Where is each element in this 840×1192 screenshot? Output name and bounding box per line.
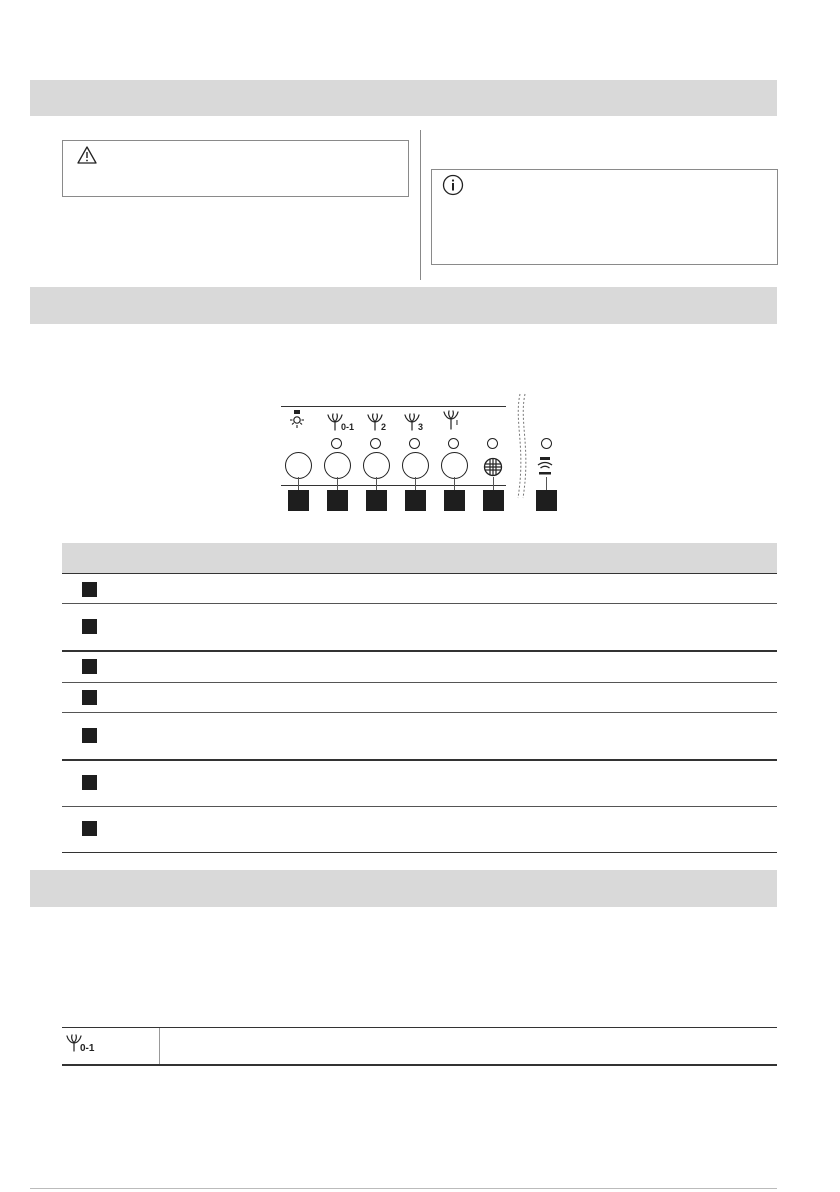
speed-table-top-rule: [62, 1027, 777, 1028]
callout-marker-2: [327, 490, 348, 511]
row-divider: [62, 603, 777, 604]
leader-line: [454, 477, 455, 491]
panel-top-edge: [281, 406, 506, 407]
panel-break-line: [512, 392, 530, 500]
fan-speed-3-button[interactable]: [402, 452, 429, 479]
leader-line: [415, 477, 416, 491]
hob-to-hood-wireless-icon: [536, 456, 554, 476]
callout-marker-4: [405, 490, 426, 511]
row-divider: [62, 712, 777, 713]
fan-2-led: [370, 438, 381, 449]
fan-icon: [367, 413, 383, 431]
callout-marker-6: [483, 490, 504, 511]
column-divider: [420, 130, 421, 280]
callout-marker-3: [366, 490, 387, 511]
fan-speed-label-1: 0-1: [341, 422, 355, 432]
speed-table-bottom-rule: [62, 1064, 777, 1066]
row-divider: [62, 806, 777, 807]
row-marker-2: [82, 619, 97, 634]
fan-speed-label-2: 2: [381, 422, 387, 432]
row-marker-5: [82, 728, 97, 743]
table-header-rule: [62, 573, 777, 574]
row-marker-4: [82, 690, 97, 705]
callout-marker-1: [288, 490, 309, 511]
info-box: [431, 169, 778, 265]
fan-intensive-led: [448, 438, 459, 449]
filter-grid-icon: [483, 457, 503, 477]
row-marker-6: [82, 775, 97, 790]
row-divider: [62, 759, 777, 761]
light-bulb-icon: [287, 409, 307, 433]
row-marker-3: [82, 659, 97, 674]
warning-triangle-icon: [77, 146, 97, 164]
leader-line: [546, 477, 547, 491]
fan-1-led: [331, 438, 342, 449]
table-header: [62, 543, 777, 573]
row-divider: [62, 650, 777, 652]
leader-line: [493, 477, 494, 491]
callout-marker-7: [536, 490, 557, 511]
page-bottom-rule: [30, 1188, 777, 1189]
table-bottom-rule: [62, 852, 777, 853]
fan-3-led: [409, 438, 420, 449]
fan-speed-label-3: 3: [418, 422, 424, 432]
speed-table-fan-label: 0-1: [80, 1043, 95, 1054]
row-marker-7: [82, 821, 97, 836]
section-header-bar-2: [30, 287, 777, 324]
leader-line: [298, 477, 299, 491]
info-circle-icon: [442, 174, 464, 196]
row-divider: [62, 682, 777, 683]
fan-speed-2-button[interactable]: [363, 452, 390, 479]
filter-led: [487, 438, 498, 449]
fan-intensive-label: I: [456, 420, 458, 427]
callout-marker-5: [444, 490, 465, 511]
fan-speed-1-button[interactable]: [324, 452, 351, 479]
wireless-led: [541, 438, 552, 449]
light-button[interactable]: [285, 452, 312, 479]
warning-box: [62, 140, 409, 197]
leader-line: [376, 477, 377, 491]
fan-icon: [327, 413, 343, 431]
leader-line: [337, 477, 338, 491]
fan-icon: [404, 413, 420, 431]
fan-icon: [443, 410, 461, 430]
panel-bottom-edge: [281, 485, 506, 486]
speed-table-column-divider: [159, 1028, 160, 1064]
fan-intensive-button[interactable]: [441, 452, 468, 479]
section-header-bar-3: [30, 870, 777, 907]
section-header-bar-1: [30, 80, 777, 116]
row-marker-1: [82, 582, 97, 597]
